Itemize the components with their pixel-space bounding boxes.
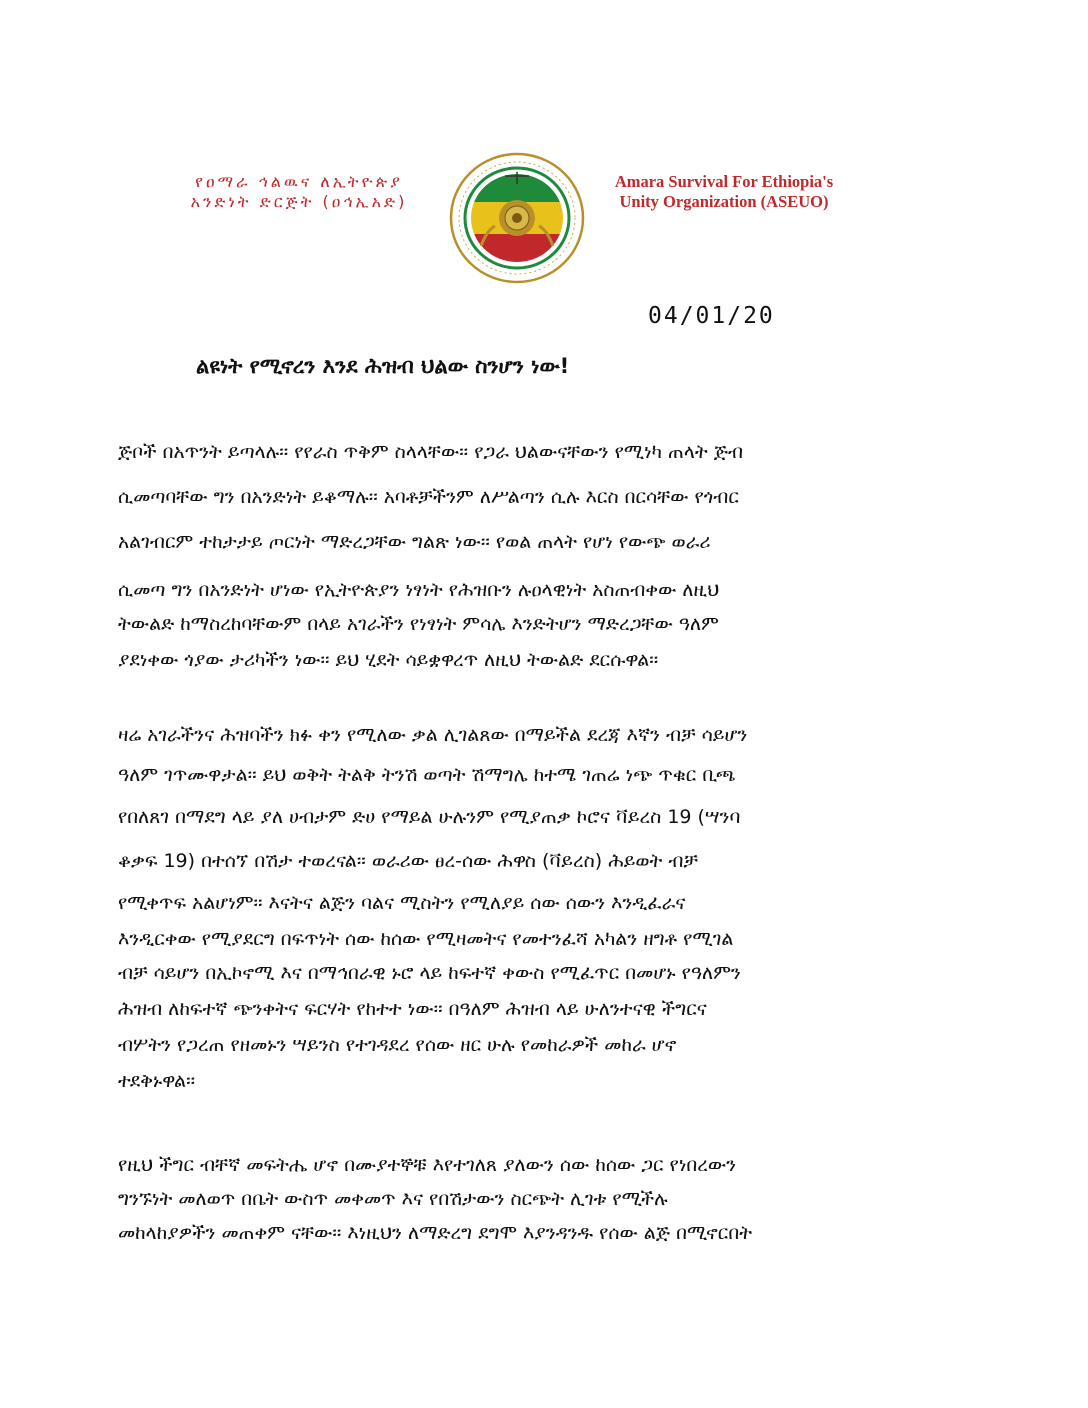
org-name-amharic-line: የዐማራ ኅልዉና ለኢትዮጵያ	[195, 172, 403, 191]
paragraph-line: ብቻ ሳይሆን በኢኮኖሚ እና በማኅበራዊ ኑሮ ላይ ከፍተኛ ቀውስ የሚፈጥር በመሆኑ የዓለምን	[118, 962, 741, 984]
org-name-amharic	[158, 172, 440, 212]
document-title: ልዩነት የሚኖረን እንደ ሕዝብ ህልው ስንሆን ነው!	[196, 354, 570, 378]
paragraph-line: የዚህ ችግር ብቸኛ መፍትሔ ሆኖ በሙያተኞቹ እየተገለጸ ያለውን ሰው ከሰው ጋር የነበረውን	[118, 1154, 737, 1176]
letterhead	[0, 150, 1088, 290]
paragraph-1	[118, 430, 968, 679]
paragraph-line: ቆቃፍ 19) በተሰኘ በሽታ ተወረናል፡፡ ወራሪው ፀረ-ሰው ሕዋስ (ቫይረስ) ሕይወት ብቻ	[118, 850, 698, 872]
paragraph-line: እንዲርቀው የሚያደርግ በፍጥነት ሰው ከሰው የሚዛመትና የመተንፈሻ አካልን ዘግቶ የሚገል	[118, 928, 734, 950]
org-name-english-line: Unity Organization (ASEUO)	[619, 192, 829, 211]
paragraph-line: ሕዝብ ለከፍተኛ ጭንቀትና ፍርሃት የከተተ ነው፡፡ በዓለም ሕዝብ ላይ ሁለንተናዊ ችግርና	[118, 998, 707, 1020]
org-name-amharic-line: አንድነት ድርጅት (ዐኅኢአድ)	[190, 192, 408, 211]
paragraph-line: ሲመጣ ግን በአንድነት ሆነው የኢትዮጵያን ነፃነት የሕዝቡን ሉዐላዊነት አስጠብቀው ለዚህ	[118, 579, 720, 601]
paragraph-line: ሲመጣባቸው ግን በአንድነት ይቆማሉ፡፡ አባቶቻችንም ለሥልጣን ሲሉ እርስ በርሳቸው የጎብር	[118, 486, 739, 508]
organization-seal-icon	[447, 150, 587, 286]
paragraph-line: ብሦትን የጋረጠ የዘመኑን ሣይንስ የተገዳደረ የሰው ዘር ሁሉ የመከራዎች መከራ ሆኖ	[118, 1034, 677, 1056]
paragraph-line: አልገብርም ተከታታይ ጦርነት ማድረጋቸው ግልጽ ነው፡፡ የወል ጠላት የሆነ የውጭ ወራሪ	[118, 531, 711, 553]
paragraph-line: ዓለም ገጥሙዋታል፡፡ ይህ ወቅት ትልቅ ትንሽ ወጣት ሽማግሌ ከተሜ ገጠሬ ነጭ ጥቁር ቢጫ	[118, 764, 736, 786]
org-name-english-line: Amara Survival For Ethiopia's	[614, 172, 834, 191]
org-name-english	[604, 172, 844, 212]
document-date: 04/01/20	[648, 303, 775, 329]
paragraph-line: የበለጸገ በማደግ ላይ ያለ ሀብታም ድሀ የማይል ሁሉንም የሚያጠቃ ኮሮና ቫይረስ 19 (ሣንባ	[118, 806, 741, 828]
paragraph-line: ያደነቀው ጎያው ታሪካችን ነው፡፡ ይህ ሂደት ሳይቋዋረጥ ለዚህ ትውልድ ደርሱዋል፡፡	[118, 649, 659, 671]
paragraph-line: ጅቦች በአጥንት ይጣላሉ፡፡ የየራስ ጥቅም ስላላቸው፡፡ የጋራ ህልውናቸውን የሚነካ ጠላት ጅብ	[118, 441, 744, 463]
paragraph-line: የሚቀጥፍ አልሆነም፡፡ እናትና ልጅን ባልና ሚስትን የሚለያይ ሰው ሰውን እንዲፈራና	[118, 892, 686, 914]
paragraph-line: መከላከያዎችን መጠቀም ናቸው፡፡ እነዚህን ለማድረግ ደግሞ እያንዳንዱ የሰው ልጅ በሚኖርበት	[118, 1222, 753, 1244]
paragraph-2	[118, 715, 968, 1099]
paragraph-line: ዛሬ አገራችንና ሕዝባችን ክፉ ቀን የሚለው ቃል ሊገልጸው በማይችል ደረጃ እኛን ብቻ ሳይሆን	[118, 724, 748, 746]
paragraph-line: ግንኙነት መለወጥ በቤት ውስጥ መቀመጥ እና የበሽታውን ስርጭት ሊገቱ የሚችሉ	[118, 1188, 668, 1210]
paragraph-3	[118, 1148, 968, 1250]
paragraph-line: ትውልድ ከማስረከባቸውም በላይ አገራችን የነፃነት ምሳሌ እንድትሆን ማድረጋቸው ዓለም	[118, 613, 719, 635]
paragraph-line: ተደቅኑዋል፡፡	[118, 1070, 196, 1092]
